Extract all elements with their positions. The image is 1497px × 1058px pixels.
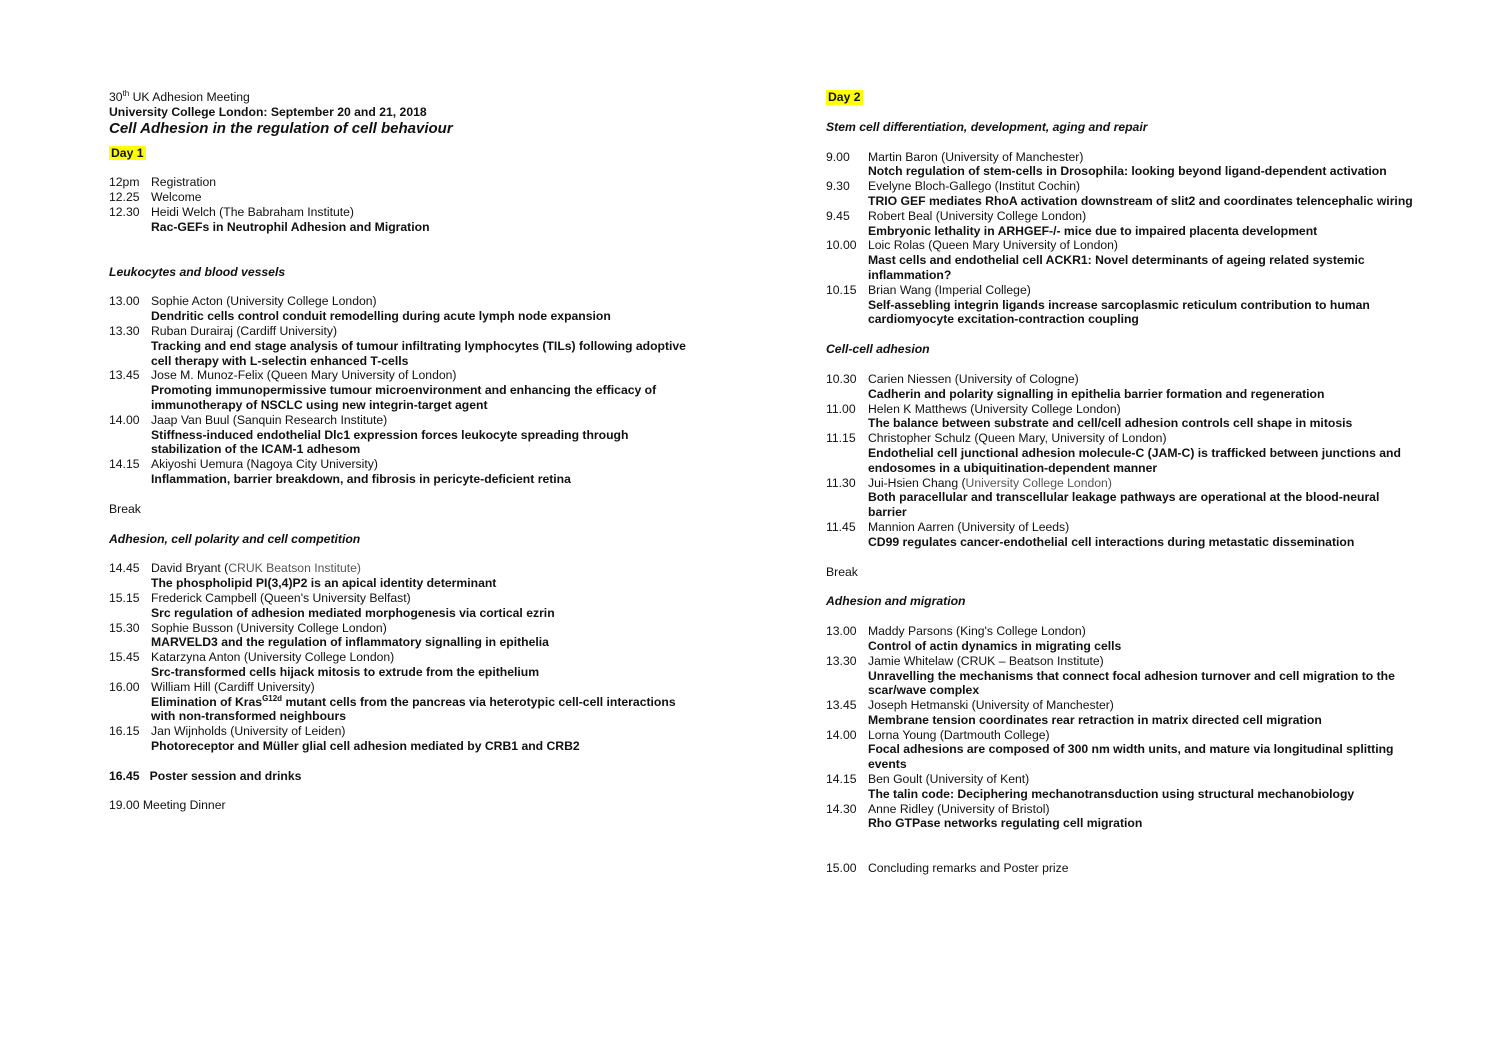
talk: 13.30 Ruban Durairaj (Cardiff University) Tracking and end stage analysis of tumour infiltrating lymphocytes (TILs) following adoptive cell therapy with L-selectin enhanced T-cells: [109, 323, 686, 368]
poster-session: 16.45 Poster session and drinks: [109, 768, 302, 783]
talk: 13.00 Maddy Parsons (King's College London) Control of actin dynamics in migrating cells: [826, 624, 1122, 653]
meeting-theme: Cell Adhesion in the regulation of cell behaviour: [109, 119, 453, 137]
section-heading: Adhesion and migration: [826, 594, 966, 609]
meeting-dinner: 19.00 Meeting Dinner: [109, 798, 226, 813]
schedule-item: 12.25 Welcome: [109, 190, 202, 205]
talk: 15.30 Sophie Busson (University College London) MARVELD3 and the regulation of inflammatory signalling in epithelia: [109, 620, 549, 650]
talk: 13.00 Sophie Acton (University College London) Dendritic cells control conduit remodelling during acute lymph node expansion: [109, 294, 611, 324]
talk: 10.15 Brian Wang (Imperial College) Self-assebling integrin ligands increase sarcoplasmic reticulum contribution to human cardiomyocyte excitation-contraction coupling: [826, 282, 1370, 327]
talk: 10.30 Carien Niessen (University of Cologne) Cadherin and polarity signalling in epithelia barrier formation and regeneration: [826, 371, 1325, 401]
talk: 16.15 Jan Wijnholds (University of Leiden) Photoreceptor and Müller glial cell adhesion mediated by CRB1 and CRB2: [109, 724, 580, 753]
talk: 9.00 Martin Baron (University of Manchester) Notch regulation of stem-cells in Drosophila: looking beyond ligand-dependent activation: [826, 149, 1387, 179]
talk: 11.00 Helen K Matthews (University College London) The balance between substrate and cell/cell adhesion controls cell shape in mitosis: [826, 401, 1353, 431]
talk: 14.15 Akiyoshi Uemura (Nagoya City University) Inflammation, barrier breakdown, and fibrosis in pericyte-deficient retina: [109, 457, 571, 486]
section-heading: Leukocytes and blood vessels: [109, 264, 286, 279]
talk: 12.30 Heidi Welch (The Babraham Institute) Rac-GEFs in Neutrophil Adhesion and Migration: [109, 205, 689, 235]
day1-column: [109, 90, 689, 813]
meeting-title: 30th UK Adhesion Meeting: [109, 88, 250, 104]
talk: 14.45 David Bryant (CRUK Beatson Institute) The phospholipid PI(3,4)P2 is an apical identity determinant: [109, 561, 497, 591]
speaker: Heidi Welch (The Babraham Institute): [151, 204, 354, 219]
talk: 11.45 Mannion Aarren (University of Leeds) CD99 regulates cancer-endothelial cell interactions during metastatic dissemination: [826, 519, 1355, 549]
talk: 13.30 Jamie Whitelaw (CRUK – Beatson Institute) Unravelling the mechanisms that connect focal adhesion turnover and cell migration to the scar/wave complex: [826, 653, 1395, 698]
break-label: Break: [826, 564, 858, 579]
talk: 14.00 Lorna Young (Dartmouth College) Focal adhesions are composed of 300 nm width units, and mature via longitudinal splitting events: [826, 727, 1394, 772]
talk: 9.30 Evelyne Bloch-Gallego (Institut Cochin) TRIO GEF mediates RhoA activation downstream of slit2 and coordinates telencephalic wiring: [826, 179, 1413, 208]
talk: 10.00 Loic Rolas (Queen Mary University of London) Mast cells and endothelial cell ACKR1: Novel determinants of ageing related systemic inflammation?: [826, 238, 1365, 282]
talk: 11.30 Jui-Hsien Chang (University College London) Both paracellular and transcellular leakage pathways are operational at the blood-neural barrier: [826, 475, 1380, 520]
closing-item: 15.00 Concluding remarks and Poster prize: [826, 861, 1069, 876]
talk: 9.45 Robert Beal (University College London) Embryonic lethality in ARHGEF-/- mice due to impaired placenta development: [826, 208, 1318, 238]
section-heading: Adhesion, cell polarity and cell competition: [109, 531, 361, 546]
day2-label: Day 2: [828, 90, 861, 104]
talk: 14.00 Jaap Van Buul (Sanquin Research Institute) Stiffness-induced endothelial Dlc1 expression forces leukocyte spreading through stabilization of the ICAM-1 adhesom: [109, 412, 629, 457]
day2-column: [826, 90, 1416, 876]
talk: 16.00 William Hill (Cardiff University) Elimination of Kras$^{G12d}$ mutant cells from the pancreas via heterotypic cell-cell interactions with non-transformed neighbours: [109, 679, 676, 724]
talk: 11.15 Christopher Schulz (Queen Mary, University of London) Endothelial cell junctional adhesion molecule-C (JAM-C) is trafficked between junctions and endosomes in a ubiquitination-dependent manner: [826, 431, 1401, 475]
venue-line: University College London: September 20 and 21, 2018: [109, 104, 427, 119]
talk: 14.30 Anne Ridley (University of Bristol) Rho GTPase networks regulating cell migration: [826, 801, 1143, 831]
day1-label: Day 1: [111, 145, 144, 160]
talk: 13.45 Jose M. Munoz-Felix (Queen Mary University of London) Promoting immunopermissive tumour microenvironment and enhancing the efficacy of immunotherapy of NSCLC using new integrin-target agent: [109, 368, 657, 412]
section-heading: Cell-cell adhesion: [826, 342, 930, 357]
section-heading: Stem cell differentiation, development, aging and repair: [826, 119, 1148, 134]
talk: 15.45 Katarzyna Anton (University College London) Src-transformed cells hijack mitosis to extrude from the epithelium: [109, 650, 540, 679]
schedule-item: 12pm Registration: [109, 175, 217, 190]
talk: 13.45 Joseph Hetmanski (University of Manchester) Membrane tension coordinates rear retraction in matrix directed cell migration: [826, 698, 1322, 727]
break-label: Break: [109, 501, 141, 516]
talk-title: Rac-GEFs in Neutrophil Adhesion and Migration: [151, 219, 430, 234]
talk: 14.15 Ben Goult (University of Kent) The talin code: Deciphering mechanotransduction using structural mechanobiology: [826, 772, 1355, 801]
talk: 15.15 Frederick Campbell (Queen's University Belfast) Src regulation of adhesion mediated morphogenesis via cortical ezrin: [109, 590, 555, 620]
